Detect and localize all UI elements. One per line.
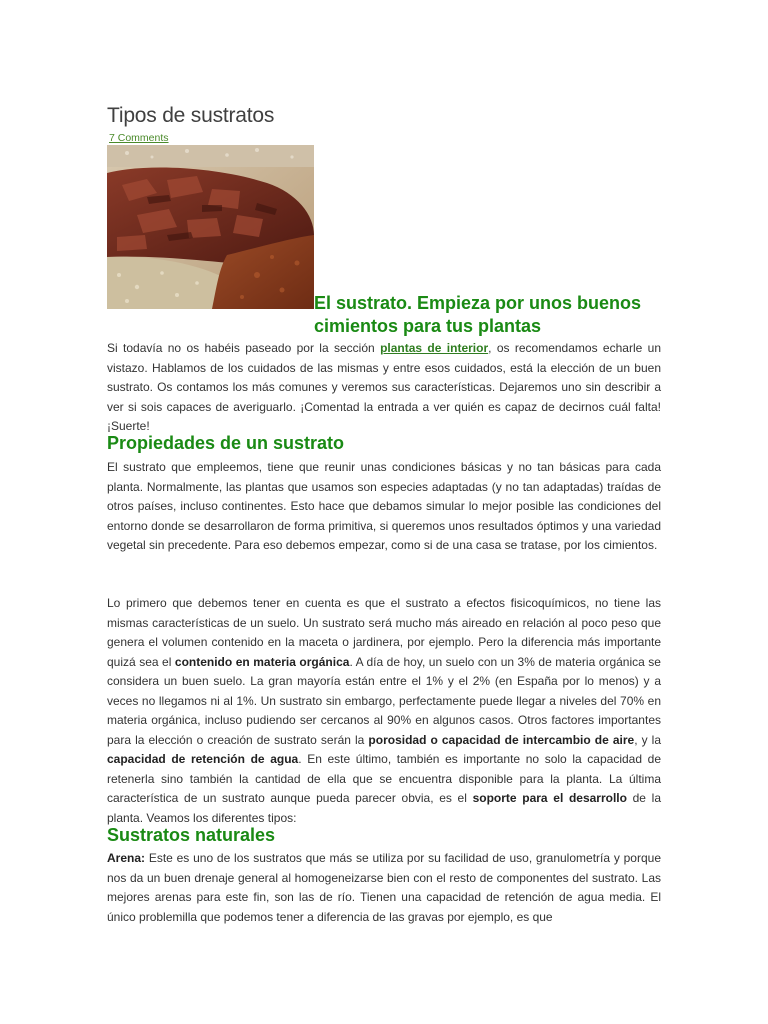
- p2-text-a: Lo primero que debemos tener en cuenta es que el sustrato a efectos fisicoquímicos, no tiene las mismas características de un suelo. Un sustrato será mucho más aireado en relación al poco peso que genera el volumen contenido en la maceta o jardinera, por ejemplo. Pero la diferencia más importante quizá sea el: [107, 596, 661, 669]
- p2-text-f: de la planta. Veamos los diferentes tipos:: [107, 791, 661, 825]
- naturales-heading: Sustratos naturales: [107, 825, 276, 845]
- p2-text-e: . En este último, también es importante no solo la capacidad de retenerla sino también la cantidad de ella que se encuentra disponible para la planta. La última característica de un sustrato aunque pueda parecer obvia, es el: [107, 752, 661, 805]
- intro-heading: [107, 292, 667, 338]
- arena-label: Arena:: [107, 851, 146, 865]
- propiedades-heading: Propiedades de un sustrato: [107, 433, 345, 453]
- p2-bold-soporte: soporte para el desarrollo: [472, 791, 627, 805]
- substrate-photo: [107, 145, 314, 309]
- p2-text-c: . A día de hoy, un suelo con un 3% de materia orgánica se considera un buen suelo. La gran mayoría están entre el 1% y el 2% (en España por lo menos) y a veces no llegamos ni al 1%. Un sustrato sin embargo, perfectamente puede llegar a niveles del 70% en materia orgánica, incluso pudiendo ser cercanos al 90% en algunos casos. Otros factores importantes para la elección o creación de sustrato serán la: [107, 654, 661, 747]
- p2-bold-porosidad: porosidad o capacidad de intercambio de aire: [368, 732, 635, 747]
- p2-bold-materia-organica: contenido en materia orgánica: [174, 654, 350, 669]
- intro-heading-text: El sustrato. Empieza por unos buenos cimientos para tus plantas: [314, 293, 642, 336]
- p2-bold-retencion-agua: capacidad de retención de agua: [107, 752, 299, 766]
- arena-text: Este es uno de los sustratos que más se utiliza por su facilidad de uso, granulometría y porque nos da un buen drenaje general al homogeneizarse bien con el resto de componentes del sustrato. Las mejores arenas para este fin, son las de río. Tienen una capacidad de retención de agua media. El único problemilla que podemos tener a diferencia de las gravas por ejemplo, es que: [107, 851, 661, 924]
- arena-paragraph: [107, 849, 661, 927]
- propiedades-paragraph-2: [107, 594, 661, 828]
- p2-text-d: , y la: [634, 732, 662, 747]
- plantas-interior-link[interactable]: plantas de interior: [380, 341, 489, 355]
- page-title: Tipos de sustratos: [107, 104, 275, 128]
- propiedades-paragraph-1: El sustrato que empleemos, tiene que reunir unas condiciones básicas y no tan básicas para cada planta. Normalmente, las plantas que usamos son especies adaptadas (y no tan adaptadas) traídas de otros países, incluso continentes. Esto hace que debamos simular lo mejor posible las condiciones del entorno donde se desarrollaron de forma primitiva, si queremos unos resultados óptimos y una variedad vegetal sin precedente. Para eso debemos empezar, como si de una casa se tratase, por los cimientos.: [107, 460, 661, 552]
- intro-text-after: , os recomendamos echarle un vistazo. Hablamos de los cuidados de las mismas y entre esos cuidados, está la elección de un buen sustrato. Os contamos los más comunes y veremos sus características. Dejaremos uno sin describir a ver si sois capaces de averiguarlo. ¡Comentad la entrada a ver quién es capaz de decirnos cuál falta! ¡Suerte!: [107, 341, 661, 433]
- intro-paragraph: [107, 339, 661, 437]
- intro-text-before: Si todavía no os habéis paseado por la sección: [107, 341, 381, 355]
- comments-link[interactable]: 7 Comments: [109, 132, 169, 144]
